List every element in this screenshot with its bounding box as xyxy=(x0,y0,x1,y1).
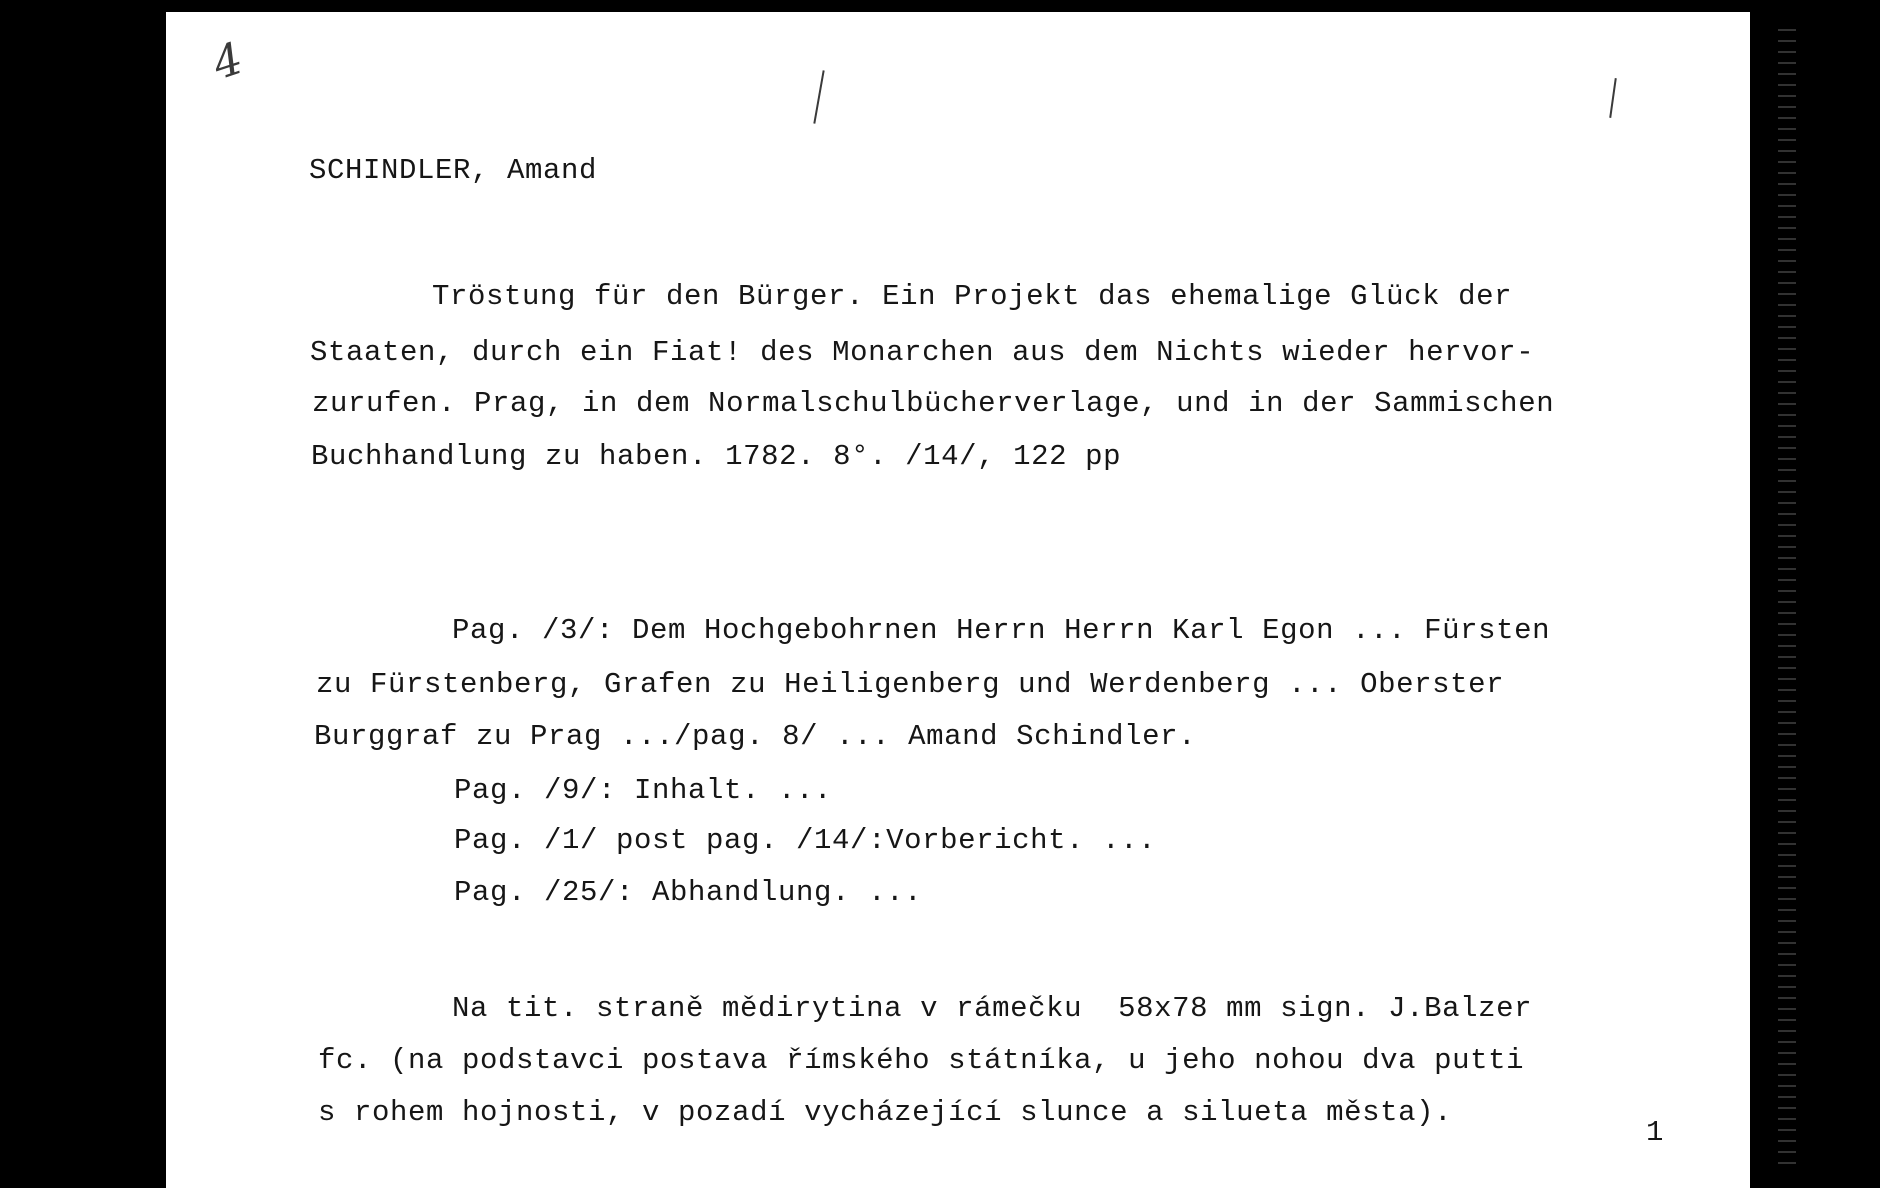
handwritten-mark: 4 xyxy=(206,32,250,91)
contents-line: Pag. /1/ post pag. /14/:Vorbericht. ... xyxy=(454,824,1157,857)
pencil-stroke xyxy=(813,70,824,124)
contents-line: Pag. /25/: Abhandlung. ... xyxy=(454,876,923,909)
scan-edge-noise xyxy=(1778,20,1796,1170)
pencil-stroke xyxy=(1609,78,1617,118)
entry-line: zurufen. Prag, in dem Normalschulbücherverlage, und in der Sammischen xyxy=(312,387,1555,420)
contents-line: Pag. /9/: Inhalt. ... xyxy=(454,774,833,807)
note-line: Na tit. straně mědirytina v rámečku 58x78 mm sign. J.Balzer xyxy=(452,992,1533,1025)
entry-line: Buchhandlung zu haben. 1782. 8°. /14/, 122 pp xyxy=(311,440,1122,473)
note-line: s rohem hojnosti, v pozadí vycházející slunce a silueta města). xyxy=(318,1096,1453,1129)
entry-line: Tröstung für den Bürger. Ein Projekt das ehemalige Glück der xyxy=(432,280,1513,313)
card-number: 1 xyxy=(1646,1116,1665,1149)
contents-line: zu Fürstenberg, Grafen zu Heiligenberg und Werdenberg ... Oberster xyxy=(316,668,1505,701)
note-line: fc. (na podstavci postava římského státníka, u jeho nohou dva putti xyxy=(318,1044,1525,1077)
contents-line: Pag. /3/: Dem Hochgebohrnen Herrn Herrn Karl Egon ... Fürsten xyxy=(452,614,1551,647)
author-heading: SCHINDLER, Amand xyxy=(309,154,598,187)
entry-line: Staaten, durch ein Fiat! des Monarchen aus dem Nichts wieder hervor- xyxy=(310,336,1535,369)
card-paper xyxy=(166,12,1750,1188)
contents-line: Burggraf zu Prag .../pag. 8/ ... Amand Schindler. xyxy=(314,720,1197,753)
